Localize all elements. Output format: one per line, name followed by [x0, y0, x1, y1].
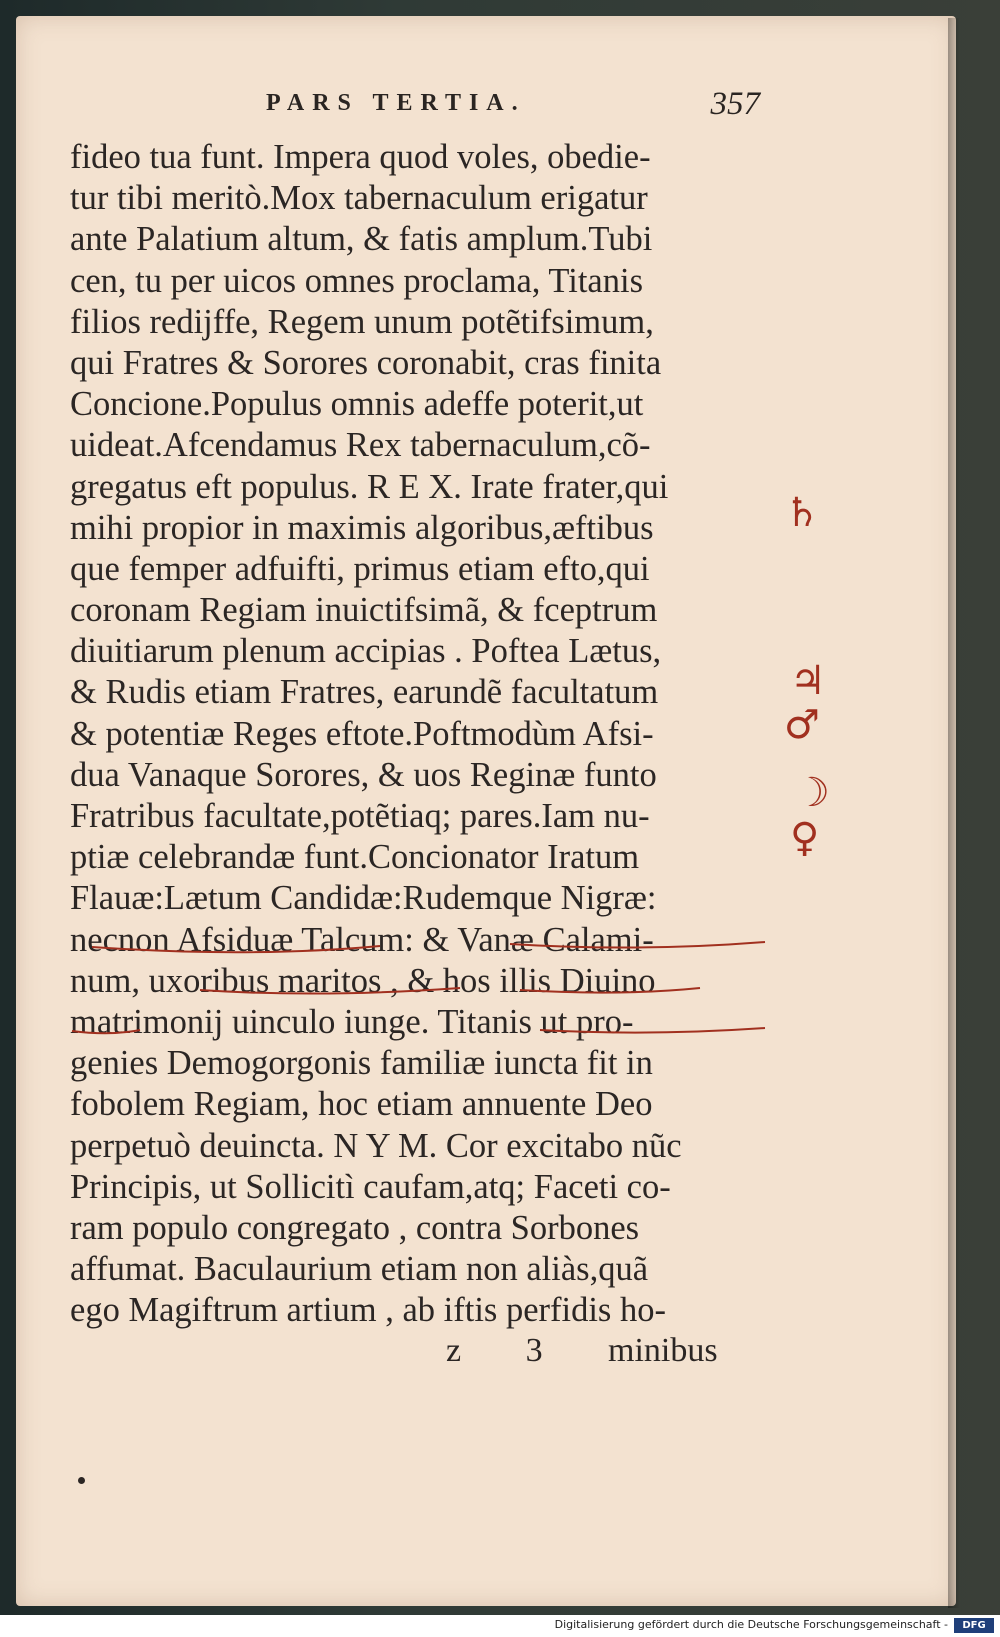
text-line: perpetuò deuincta. N Y M. Cor excitabo nũc — [70, 1126, 682, 1165]
text-line: Concione.Populus omnis adeffe poterit,ut — [70, 385, 644, 424]
page-edge-shadow — [948, 18, 960, 1608]
text-line: qui Fratres & Sorores coronabit, cras finita — [70, 343, 662, 382]
text-line: ram populo congregato , contra Sorbones — [70, 1208, 640, 1247]
text-line: Fratribus facultate,potẽtiaq; pares.Iam nu- — [70, 797, 650, 835]
text-line: coronam Regiam inuictifsimã, & fceptrum — [70, 591, 658, 630]
text-line: matrimonij uinculo iunge. Titanis ut pro- — [70, 1002, 634, 1041]
jupiter-symbol: ♃ — [790, 658, 826, 704]
text-line: & potentiæ Reges eftote.Poftmodùm Afsi- — [70, 714, 654, 753]
text-line: diuitiarum plenum accipias . Poftea Lætus, — [70, 632, 662, 671]
text-line: necnon Afsiduæ Talcum: & Vanæ Calami- — [70, 920, 654, 959]
text-line: affumat. Baculaurium etiam non aliàs,quã — [70, 1250, 649, 1289]
text-line: fideo tua funt. Impera quod voles, obedie- — [70, 138, 651, 176]
credit-text: Digitalisierung gefördert durch die Deutsche Forschungsgemeinschaft - — [554, 1618, 948, 1631]
text-line: dua Vanaque Sorores, & uos Reginæ funto — [70, 755, 657, 794]
catchword: minibus — [608, 1332, 718, 1369]
signature-mark: z 3 — [446, 1332, 571, 1369]
text-line: fobolem Regiam, hoc etiam annuente Deo — [70, 1085, 653, 1124]
text-line: ptiæ celebrandæ funt.Concionator Iratum — [70, 838, 640, 877]
text-line: mihi propior in maximis algoribus,æftibus — [70, 508, 654, 547]
text-line: ego Magiftrum artium , ab iftis perfidis ho- — [70, 1291, 666, 1330]
page-footer — [70, 1332, 770, 1376]
page-number: 357 — [710, 86, 760, 122]
body-text — [70, 137, 770, 1331]
text-line: genies Demogorgonis familiæ iuncta fit in — [70, 1044, 653, 1083]
dfg-logo: DFG — [954, 1618, 994, 1633]
ink-dot — [78, 1477, 85, 1484]
running-title: PARS TERTIA. — [266, 90, 526, 116]
text-line: cen, tu per uicos omnes proclama, Titanis — [70, 261, 643, 300]
text-line: ante Palatium altum, & fatis amplum.Tubi — [70, 220, 653, 259]
text-line: tur tibi meritò.Mox tabernaculum erigatur — [70, 179, 648, 218]
digitization-credit-bar — [0, 1615, 1000, 1637]
running-head — [70, 86, 760, 130]
text-line: gregatus eft populus. R E X. Irate frater,qui — [70, 467, 669, 506]
text-line: Principis, ut Sollicitì caufam,atq; Faceti co- — [70, 1167, 671, 1206]
mars-symbol: ♂ — [784, 702, 820, 748]
text-line: uideat.Afcendamus Rex tabernaculum,cõ- — [70, 426, 651, 465]
saturn-symbol: ♄ — [784, 490, 820, 536]
text-line: num, uxoribus maritos , & hos illis Diuino — [70, 961, 656, 1000]
text-line: filios redijffe, Regem unum potẽtifsimum, — [70, 302, 654, 341]
venus-symbol: ♀ — [790, 815, 820, 861]
margin-annotations — [750, 470, 830, 861]
text-line: Flauæ:Lætum Candidæ:Rudemque Nigræ: — [70, 879, 657, 918]
text-line: & Rudis etiam Fratres, earundẽ facultatum — [70, 673, 659, 712]
text-line: que femper adfuifti, primus etiam efto,qui — [70, 549, 650, 588]
moon-symbol: ☽ — [794, 770, 830, 816]
